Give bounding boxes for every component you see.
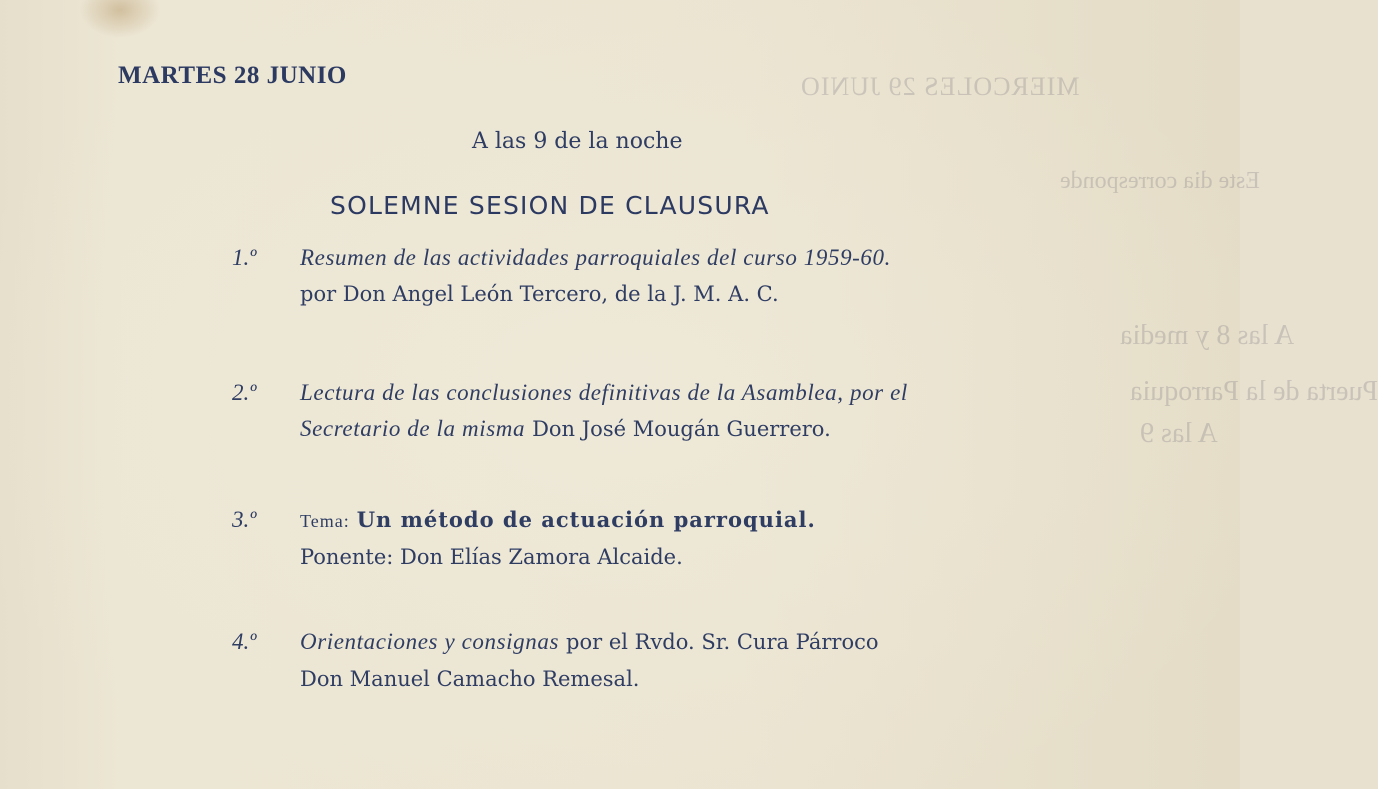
item-number: 2.º: [232, 380, 257, 405]
item-description: Resumen de las actividades parroquiales del curso 1959-60.: [300, 245, 891, 270]
theme-label: Tema:: [300, 511, 350, 531]
bleed-through-text: A las 8 y media: [1120, 320, 1295, 351]
item-number: 3.º: [232, 507, 257, 532]
item-number: 1.º: [232, 245, 257, 270]
item-speaker: Don José Mougán Guerrero.: [532, 417, 831, 441]
item-description-cont: Secretario de la misma: [300, 416, 526, 441]
item-speaker: Don Manuel Camacho Remesal.: [300, 667, 640, 691]
bleed-through-text: Puerta de la Parroquia: [1130, 376, 1378, 407]
day-heading: MARTES 28 JUNIO: [118, 62, 347, 89]
program-item-1: [232, 240, 1132, 312]
item-description: Lectura de las conclusiones definitivas de la Asamblea, por el: [300, 380, 908, 405]
item-speaker: Ponente: Don Elías Zamora Alcaide.: [300, 545, 683, 569]
event-title: SOLEMNE SESION DE CLAUSURA: [330, 191, 770, 220]
theme-title: Un método de actuación parroquial.: [356, 507, 816, 532]
program-item-4: [232, 624, 1132, 697]
item-speaker: por Don Angel León Tercero, de la J. M. A. C.: [300, 282, 779, 306]
item-description: Orientaciones y consignas: [300, 629, 560, 654]
bleed-through-heading: MIERCOLES 29 JUNIO: [800, 72, 1080, 101]
item-number: 4.º: [232, 629, 257, 654]
program-item-2: [232, 375, 1132, 448]
bleed-through-text: Este dia corresponde: [1060, 168, 1260, 194]
program-item-3: [232, 502, 1132, 575]
bleed-through-text: A las 9: [1140, 418, 1218, 449]
event-time: A las 9 de la noche: [472, 129, 683, 154]
item-description-cont: por el Rvdo. Sr. Cura Párroco: [566, 630, 879, 654]
